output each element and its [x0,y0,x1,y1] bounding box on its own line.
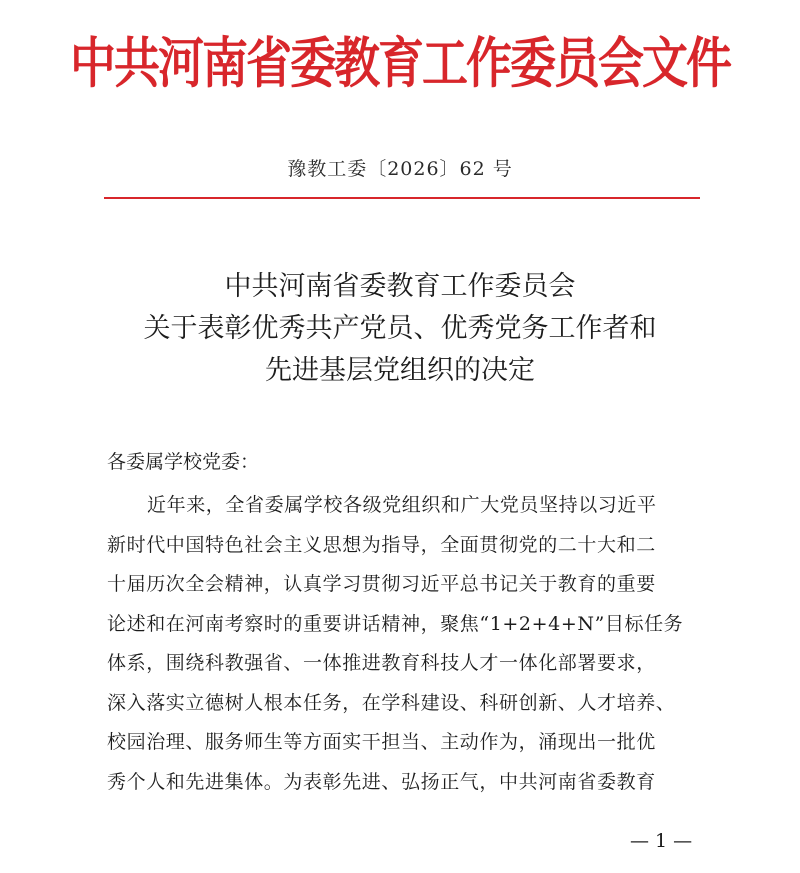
salutation: 各委属学校党委： [107,451,260,473]
body-line: 体系，围绕科教强省、一体推进教育科技人才一体化部署要求， [107,652,656,674]
body-line: 新时代中国特色社会主义思想为指导，全面贯彻党的二十大和二 [107,533,656,556]
document-title-line: 中共河南省委教育工作委员会 [224,271,576,302]
document-title-line: 关于表彰优秀共产党员、优秀党务工作者和 [143,313,657,344]
body-line: 秀个人和先进集体。为表彰先进、弘扬正气，中共河南省委教育 [107,770,656,793]
masthead-title: 中共河南省委教育工作委员会文件 [70,31,730,95]
page-number: — 1 — [630,830,693,852]
body-line: 校园治理、服务师生等方面实干担当、主动作为，涌现出一批优 [107,731,656,753]
document-title [0,266,800,392]
document-number: 豫教工委〔2026〕62 号 [287,158,513,180]
body-line: 近年来，全省委属学校各级党组织和广大党员坚持以习近平 [147,494,657,516]
body-line: 深入落实立德树人根本任务，在学科建设、科研创新、人才培养、 [107,691,676,714]
body-line: 十届历次全会精神，认真学习贯彻习近平总书记关于教育的重要 [107,573,656,595]
document-title-line: 先进基层党组织的决定 [265,355,535,386]
body-paragraph [107,486,707,802]
body-line: 论述和在河南考察时的重要讲话精神，聚焦“1+2+4+N”目标任务 [107,612,684,635]
red-divider-line [104,197,700,199]
